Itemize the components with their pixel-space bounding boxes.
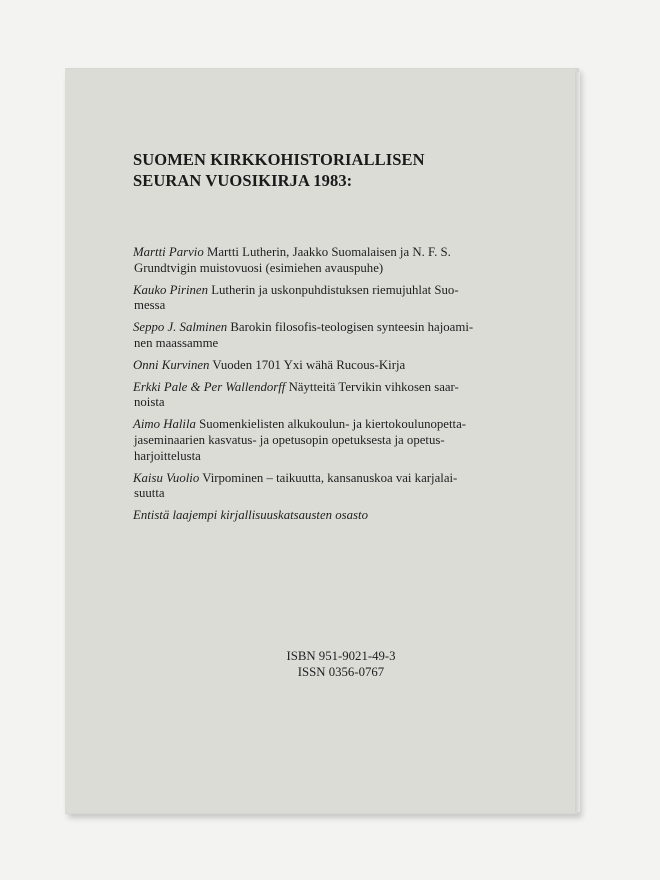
cover-title-line-1: SUOMEN KIRKKOHISTORIALLISEN <box>133 150 425 169</box>
book-page-edge <box>575 72 580 812</box>
entry-title: Näytteitä Tervikin vihkosen saar- <box>288 379 459 394</box>
list-item <box>133 417 515 464</box>
entry-title: Vuoden 1701 Yxi wähä Rucous-Kirja <box>212 357 406 372</box>
list-item <box>133 471 515 503</box>
book-cover <box>65 68 579 814</box>
entry-title: Barokin filosofis-teologisen synteesin hajoami- <box>230 320 474 335</box>
entry-title-cont: nen maassamme <box>134 335 219 350</box>
section-note: Entistä laajempi kirjallisuuskatsausten osasto <box>133 508 368 523</box>
entry-title: Martti Lutherin, Jaakko Suomalaisen ja N. F. S. <box>206 245 451 259</box>
entry-author: Aimo Halila <box>133 417 196 432</box>
identifier-block <box>251 649 431 680</box>
entry-title-cont: jaseminaarien kasvatus- ja opetusopin opetuksesta ja opetus- <box>134 432 445 447</box>
cover-title-line-2: SEURAN VUOSIKIRJA 1983: <box>133 171 353 190</box>
issn-number: ISSN 0356-0767 <box>297 664 385 679</box>
entry-author: Kauko Pirinen <box>133 282 208 297</box>
entry-title-cont: suutta <box>134 486 165 501</box>
entry-author: Martti Parvio <box>133 245 204 259</box>
entry-title: Lutherin ja uskonpuhdistuksen riemujuhlat Suo- <box>211 282 459 297</box>
contents-list <box>133 245 515 530</box>
entry-title-cont: harjoittelusta <box>134 448 201 463</box>
isbn-number: ISBN 951-9021-49-3 <box>286 649 396 663</box>
entry-title: Suomenkielisten alkukoulun- ja kiertokoulunopetta- <box>199 417 467 432</box>
entry-author: Onni Kurvinen <box>133 357 210 372</box>
entry-title-cont: messa <box>134 298 166 313</box>
list-item <box>133 320 515 352</box>
entry-author: Erkki Pale & Per Wallendorff <box>133 379 286 394</box>
entry-author: Seppo J. Salminen <box>133 320 228 335</box>
entry-title: Virpominen – taikuutta, kansanuskoa vai karjalai- <box>202 470 458 485</box>
list-item <box>133 283 515 315</box>
list-item <box>133 380 515 412</box>
entry-title-cont: Grundtvigin muistovuosi (esimiehen avauspuhe) <box>134 260 384 275</box>
list-item <box>133 358 515 374</box>
cover-title <box>133 149 425 191</box>
entry-title-cont: noista <box>134 395 165 410</box>
entry-author: Kaisu Vuolio <box>133 470 200 485</box>
list-item <box>133 245 515 277</box>
